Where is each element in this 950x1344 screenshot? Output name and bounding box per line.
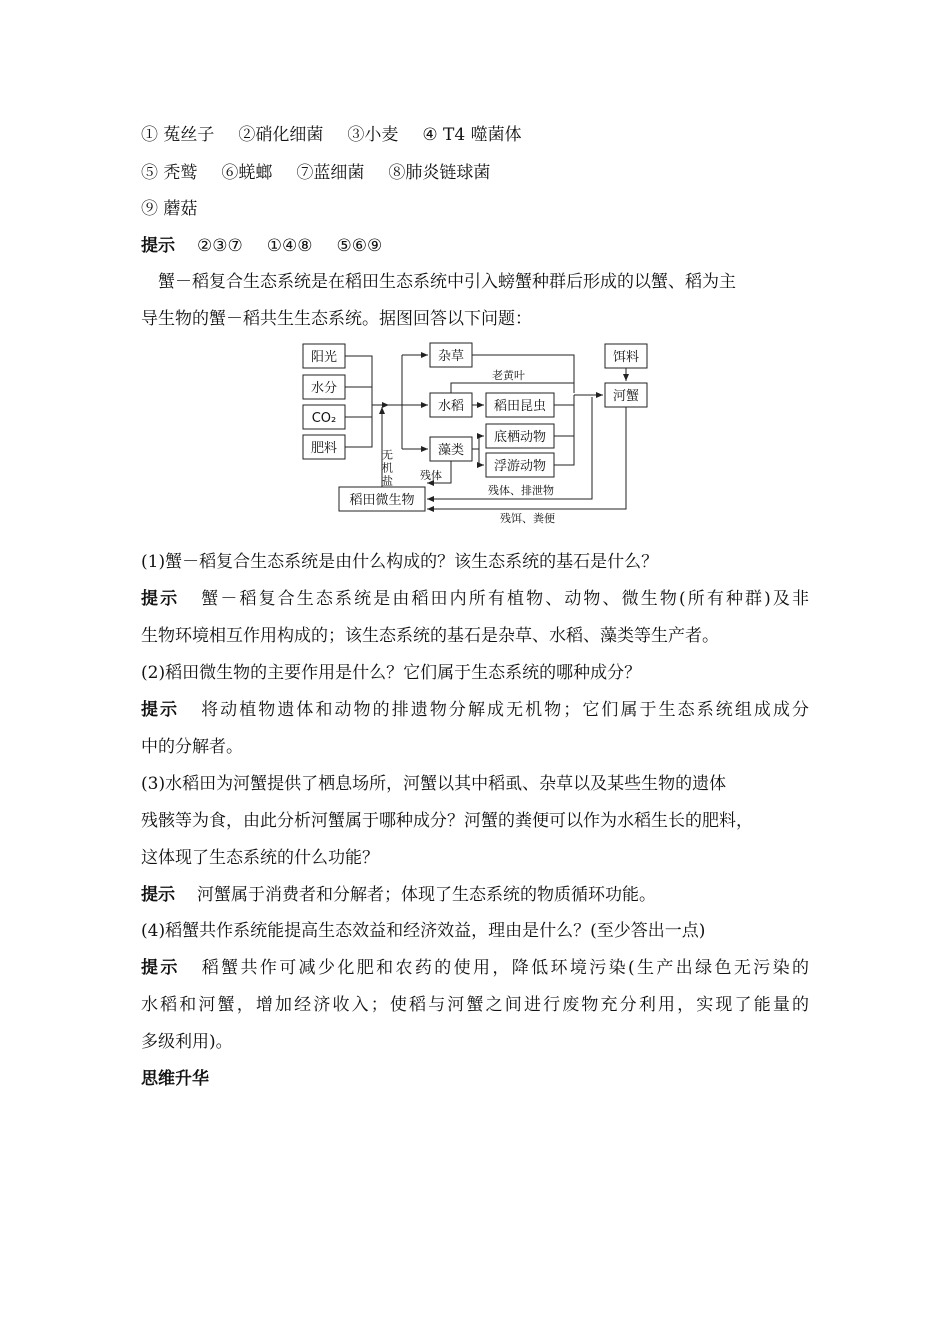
organism-2: ②硝化细菌: [238, 125, 324, 145]
question-1: (1)蟹－稻复合生态系统是由什么构成的？该生态系统的基石是什么？: [141, 552, 659, 572]
hint-label-4: 提示: [141, 958, 180, 978]
hint-label: 提示: [141, 236, 175, 256]
label-microbes: 稻田微生物: [349, 493, 415, 508]
label-inorganic-salt: 无机盐: [380, 449, 394, 488]
organism-row-1: [141, 124, 522, 146]
section-heading: 思维升华: [141, 1069, 209, 1089]
label-sunlight: 阳光: [310, 350, 338, 365]
organism-7: ⑦蓝细菌: [296, 163, 365, 183]
answer-4-text-1: 稻蟹共作可减少化肥和农药的使用，降低环境污染(生产出绿色无污染的: [201, 958, 809, 978]
question-4: (4)稻蟹共作系统能提高生态效益和经济效益，理由是什么？(至少答出一点): [141, 921, 706, 941]
answer-1-text-1: 蟹－稻复合生态系统是由稻田内所有植物、动物、微生物(所有种群)及非: [201, 589, 810, 609]
hint-answer-2: ①④⑧: [266, 236, 313, 256]
question-3-line-3: 这体现了生态系统的什么功能？: [141, 848, 379, 868]
hint-label-3: 提示: [141, 885, 175, 905]
label-water: 水分: [310, 381, 338, 396]
question-3-line-2: 残骸等为食，由此分析河蟹属于哪种成分？河蟹的粪便可以作为水稻生长的肥料，: [141, 811, 753, 831]
answer-4-line-1: [141, 957, 809, 979]
hint-answer-1: ②③⑦: [197, 236, 243, 256]
label-bait: 饵料: [612, 350, 640, 365]
label-residue-excreta: 残体、排泄物: [488, 484, 554, 497]
hint-answer-row: [141, 235, 382, 257]
answer-2-line-2: 中的分解者。: [141, 737, 243, 757]
label-co2: CO₂: [311, 411, 337, 426]
organism-6: ⑥蜣螂: [221, 163, 273, 183]
label-fertilizer: 肥料: [310, 441, 338, 456]
answer-4-line-3: 多级利用)。: [141, 1032, 233, 1052]
label-insects: 稻田昆虫: [493, 399, 547, 414]
label-crab: 河蟹: [612, 389, 640, 404]
answer-1-line-1: [141, 588, 809, 610]
question-3-line-1: (3)水稻田为河蟹提供了栖息场所，河蟹以其中稻虱、杂草以及某些生物的遗体: [141, 774, 727, 794]
answer-4-line-2: 水稻和河蟹，增加经济收入；使稻与河蟹之间进行废物充分利用，实现了能量的: [141, 995, 809, 1015]
hint-label-1: 提示: [141, 589, 180, 609]
intro-line-2: 导生物的蟹－稻共生生态系统。据图回答以下问题：: [141, 309, 532, 329]
label-weeds: 杂草: [437, 349, 465, 364]
organism-4: ④ T4 噬菌体: [422, 125, 522, 145]
organism-row-3: [141, 198, 197, 220]
label-residue: 残体: [420, 469, 442, 482]
answer-1-line-2: 生物环境相互作用构成的；该生态系统的基石是杂草、水稻、藻类等生产者。: [141, 626, 719, 646]
question-2: (2)稻田微生物的主要作用是什么？它们属于生态系统的哪种成分？: [141, 663, 642, 683]
hint-answer-3: ⑤⑥⑨: [336, 236, 383, 256]
answer-3-text: 河蟹属于消费者和分解者；体现了生态系统的物质循环功能。: [197, 885, 656, 905]
label-plankton: 浮游动物: [493, 459, 547, 474]
ecosystem-diagram: [292, 337, 662, 525]
organism-row-2: [141, 162, 490, 184]
intro-line-1: 蟹－稻复合生态系统是在稻田生态系统中引入螃蟹种群后形成的以蟹、稻为主: [158, 272, 736, 292]
organism-3: ③小麦: [347, 125, 399, 145]
organism-9: ⑨ 蘑菇: [141, 199, 198, 219]
label-algae: 藻类: [437, 443, 465, 458]
label-residual-bait-feces: 残饵、粪便: [500, 512, 555, 525]
label-benthic: 底栖动物: [493, 430, 547, 445]
answer-2-line-1: [141, 699, 809, 721]
answer-2-text-1: 将动植物遗体和动物的排遗物分解成无机物；它们属于生态系统组成成分: [201, 700, 810, 720]
answer-3: [141, 884, 656, 906]
organism-8: ⑧肺炎链球菌: [388, 163, 491, 183]
organism-1: ① 菟丝子: [141, 125, 215, 145]
organism-5: ⑤ 秃鹫: [141, 163, 198, 183]
label-rice: 水稻: [437, 399, 465, 414]
hint-label-2: 提示: [141, 700, 180, 720]
label-old-leaves: 老黄叶: [492, 369, 525, 382]
